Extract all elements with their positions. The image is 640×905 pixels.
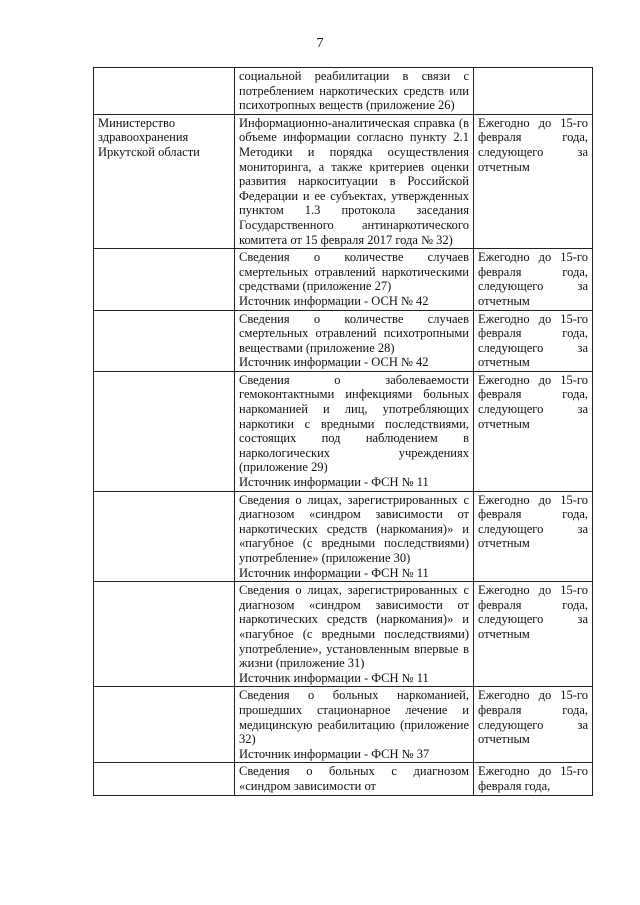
- report-description: Сведения о больных с диагнозом «синдром зависимости от: [239, 764, 469, 793]
- organization-cell: [94, 371, 235, 491]
- organization-cell: Министерство здравоохранения Иркутской области: [94, 114, 235, 248]
- deadline-cell: Ежегодно до 15-го февраля года, следующего за отчетным: [474, 114, 593, 248]
- report-description: Сведения о количестве случаев смертельных отравлений наркотическими средствами (приложение 27): [239, 250, 469, 294]
- organization-cell: [94, 249, 235, 310]
- report-description: Информационно-аналитическая справка (в объеме информации согласно пункту 2.1 Методики и порядка осуществления мониторинга, а также критериев оценки развития наркоситуации в Российской Федерации и ее субъектах, утвержденных пунктом 1.3 протокола заседания Государственного антинаркотического комитета от 15 февраля 2017 года № 32): [239, 115, 469, 247]
- report-source: Источник информации - ОСН № 42: [239, 293, 429, 308]
- deadline-cell: Ежегодно до 15-го февраля года,: [474, 763, 593, 795]
- report-cell: [235, 249, 474, 310]
- report-cell: [235, 491, 474, 582]
- report-cell: [235, 687, 474, 763]
- organization-cell: [94, 763, 235, 795]
- table-row: [94, 68, 593, 115]
- table-row: [94, 114, 593, 248]
- organization-cell: [94, 310, 235, 371]
- table-row: [94, 582, 593, 687]
- report-description: Сведения о лицах, зарегистрированных с диагнозом «синдром зависимости от наркотических средств (наркомания)» и «пагубное (с вредными последствиями) употребление», установленным впервые в жизни (приложение 31): [239, 583, 469, 671]
- table-body: [94, 68, 593, 796]
- report-cell: [235, 763, 474, 795]
- deadline-cell: Ежегодно до 15-го февраля года, следующего за отчетным: [474, 371, 593, 491]
- table-row: [94, 310, 593, 371]
- deadline-cell: Ежегодно до 15-го февраля года, следующего за отчетным: [474, 249, 593, 310]
- report-description: Сведения о лицах, зарегистрированных с диагнозом «синдром зависимости от наркотических средств (наркомания)» и «пагубное (с вредными последствиями) употребление» (приложение 30): [239, 492, 469, 565]
- table-row: [94, 687, 593, 763]
- deadline-cell: Ежегодно до 15-го февраля года, следующего за отчетным: [474, 582, 593, 687]
- report-source: Источник информации - ФСН № 11: [239, 475, 429, 490]
- report-description: Сведения о больных наркоманией, прошедших стационарное лечение и медицинскую реабилитацию (приложение 32): [239, 688, 469, 747]
- page-number: 7: [316, 36, 324, 51]
- report-description: Сведения о количестве случаев смертельных отравлений психотропными веществами (приложение 28): [239, 311, 469, 355]
- report-source: Источник информации - ФСН № 11: [239, 565, 429, 580]
- reporting-table: [93, 67, 593, 796]
- deadline-cell: Ежегодно до 15-го февраля года, следующего за отчетным: [474, 687, 593, 763]
- table-row: [94, 491, 593, 582]
- organization-cell: [94, 491, 235, 582]
- report-cell: [235, 582, 474, 687]
- organization-cell: [94, 582, 235, 687]
- deadline-cell: Ежегодно до 15-го февраля года, следующего за отчетным: [474, 310, 593, 371]
- organization-cell: [94, 687, 235, 763]
- deadline-cell: [474, 68, 593, 115]
- table-row: [94, 249, 593, 310]
- report-source: Источник информации - ФСН № 11: [239, 670, 429, 685]
- report-source: Источник информации - ФСН № 37: [239, 746, 430, 761]
- organization-cell: [94, 68, 235, 115]
- report-cell: [235, 68, 474, 115]
- table-row: [94, 763, 593, 795]
- report-source: Источник информации - ОСН № 42: [239, 355, 429, 370]
- report-cell: [235, 114, 474, 248]
- report-cell: [235, 371, 474, 491]
- table-row: [94, 371, 593, 491]
- report-cell: [235, 310, 474, 371]
- report-description: Сведения о заболеваемости гемоконтактными инфекциями больных наркоманией и лиц, употребляющих наркотики с вредными последствиями, состоящих под наблюдением в наркологических учреждениях (приложение 29): [239, 372, 469, 475]
- report-description: социальной реабилитации в связи с потреблением наркотических средств или психотропных веществ (приложение 26): [239, 69, 469, 113]
- deadline-cell: Ежегодно до 15-го февраля года, следующего за отчетным: [474, 491, 593, 582]
